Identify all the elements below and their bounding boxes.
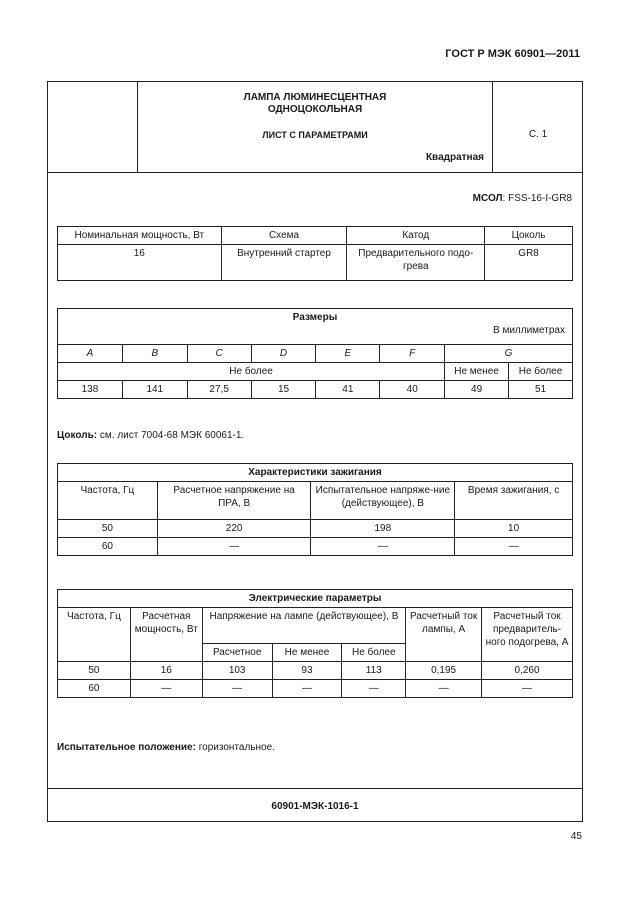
table-header-row — [58, 227, 573, 245]
table-header-row — [58, 482, 573, 520]
table-header-cell: Частота, Гц — [58, 482, 158, 520]
table-cell: — — [272, 680, 342, 698]
table-header-cell: Расчетный ток предваритель-ного подогрева, А — [482, 608, 573, 662]
table-header-cell: Номинальная мощность, Вт — [58, 227, 222, 245]
table-cell: 15 — [251, 381, 316, 399]
table-cell: 60 — [58, 538, 158, 556]
test-note-label: Испытательное положение: — [57, 742, 196, 753]
table-cell: — — [455, 538, 573, 556]
table-header-cell: Цоколь — [485, 227, 573, 245]
header-left-cell — [48, 82, 138, 173]
electrical-title: Электрические параметры — [58, 590, 573, 608]
table-header-cell: Напряжение на лампе (действующее), В — [202, 608, 405, 644]
table-header-cell: E — [316, 345, 380, 363]
table-header-cell: Не более — [58, 363, 445, 381]
table-header-cell: Испытательное напряже-ние (действующее), В — [311, 482, 455, 520]
table-cell: 103 — [202, 662, 272, 680]
parameter-sheet-frame — [47, 81, 583, 822]
table-cell: 40 — [380, 381, 445, 399]
sheet-page-ref: С. 1 — [528, 129, 548, 140]
table-header-cell: Катод — [347, 227, 485, 245]
cap-note-label: Цоколь: — [57, 430, 98, 441]
table-header-cell: G — [445, 345, 573, 363]
lamp-shape: Квадратная — [425, 152, 484, 163]
table-cell: 0,195 — [406, 662, 482, 680]
table-row — [58, 680, 573, 698]
msol-label: МСОЛ — [472, 193, 503, 204]
table-header-cell: B — [122, 345, 187, 363]
table-cell: — — [130, 680, 202, 698]
table-row — [58, 245, 573, 281]
table-row — [58, 662, 573, 680]
table-cell: — — [482, 680, 573, 698]
general-table — [57, 226, 573, 281]
sheet-label: ЛИСТ С ПАРАМЕТРАМИ — [262, 130, 368, 140]
table-cell: — — [202, 680, 272, 698]
cap-note-text: см. лист 7004-68 МЭК 60061-1. — [97, 430, 245, 441]
sheet-title — [138, 92, 492, 116]
dimensions-table — [57, 308, 573, 399]
table-header-cell: D — [251, 345, 316, 363]
sheet-title-line1: ЛАМПА ЛЮМИНЕСЦЕНТНАЯ — [243, 92, 387, 103]
page-number: 45 — [570, 831, 582, 842]
table-cell: 16 — [130, 662, 202, 680]
table-row — [58, 381, 573, 399]
cap-note — [57, 430, 244, 441]
table-cell: 50 — [58, 662, 131, 680]
dimensions-unit: В миллиметрах — [493, 325, 565, 336]
table-cell: 93 — [272, 662, 342, 680]
table-cell: 50 — [58, 520, 158, 538]
test-note-text: горизонтальное. — [195, 742, 275, 753]
table-header-cell: Не менее — [272, 644, 342, 662]
sheet-footer — [48, 788, 582, 821]
table-cell: 27,5 — [187, 381, 251, 399]
table-cell: 220 — [157, 520, 311, 538]
sheet-header — [48, 82, 582, 173]
header-right-cell — [492, 82, 582, 173]
table-cell: — — [406, 680, 482, 698]
table-cell: 113 — [342, 662, 406, 680]
test-position-note — [57, 742, 275, 753]
dimensions-title: Размеры — [292, 312, 338, 323]
ignition-title: Характеристики зажигания — [58, 464, 573, 482]
table-cell: 51 — [509, 381, 573, 399]
standard-code: ГОСТ Р МЭК 60901—2011 — [445, 48, 580, 60]
table-header-row — [58, 608, 573, 644]
ignition-table — [57, 463, 573, 556]
table-header-cell: F — [380, 345, 445, 363]
table-header-cell: Частота, Гц — [58, 608, 131, 662]
table-header-cell: Не более — [342, 644, 406, 662]
table-header-cell: Расчетная мощность, Вт — [130, 608, 202, 662]
sheet-title-line2: ОДНОЦОКОЛЬНАЯ — [267, 104, 363, 115]
msol-value: : FSS-16-I-GR8 — [502, 193, 572, 204]
table-header-cell: Не менее — [445, 363, 509, 381]
table-cell: 60 — [58, 680, 131, 698]
table-cell: — — [157, 538, 311, 556]
table-cell: 138 — [58, 381, 123, 399]
table-cell: GR8 — [485, 245, 573, 281]
table-header-cell: Время зажигания, с — [455, 482, 573, 520]
table-header-row — [58, 363, 573, 381]
table-cell: 0,260 — [482, 662, 573, 680]
table-header-cell: Расчетный ток лампы, А — [406, 608, 482, 662]
table-title-row — [58, 590, 573, 608]
table-header-cell: Расчетное напряжение на ПРА, В — [157, 482, 311, 520]
table-cell: 10 — [455, 520, 573, 538]
table-header-cell: C — [187, 345, 251, 363]
table-header-cell: A — [58, 345, 123, 363]
table-cell: Предварительного подо-грева — [347, 245, 485, 281]
footer-code: 60901-МЭК-1016-1 — [271, 801, 359, 812]
table-cell: 41 — [316, 381, 380, 399]
table-header-row — [58, 345, 573, 363]
table-cell: Внутренний стартер — [221, 245, 347, 281]
table-row — [58, 538, 573, 556]
msol-designation — [473, 193, 572, 204]
electrical-table — [57, 589, 573, 698]
table-header-cell: Расчетное — [202, 644, 272, 662]
table-header-cell: Схема — [221, 227, 347, 245]
table-title-row — [58, 309, 573, 345]
table-title-row — [58, 464, 573, 482]
table-cell: — — [342, 680, 406, 698]
table-cell: 198 — [311, 520, 455, 538]
table-row — [58, 520, 573, 538]
table-cell: 49 — [445, 381, 509, 399]
table-cell: 16 — [58, 245, 222, 281]
table-header-cell: Не более — [509, 363, 573, 381]
table-cell: 141 — [122, 381, 187, 399]
table-cell: — — [311, 538, 455, 556]
